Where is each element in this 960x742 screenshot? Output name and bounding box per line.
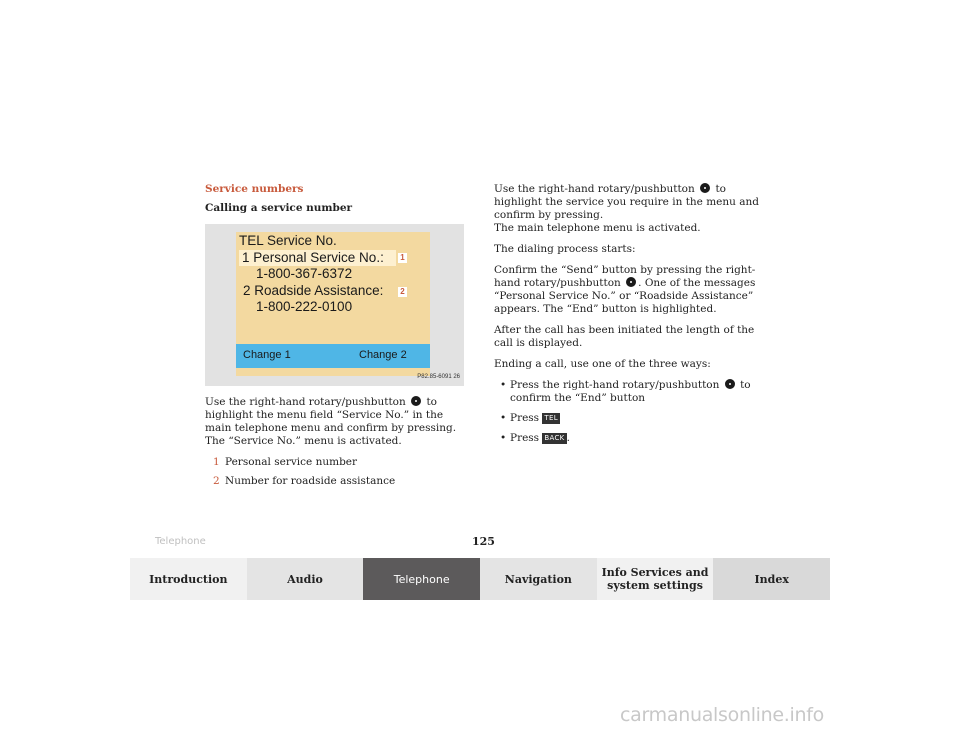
tab-audio[interactable]: Audio	[247, 558, 364, 600]
screen-title: TEL Service No.	[239, 233, 337, 248]
roadside-assistance-number: 1-800-222-0100	[256, 299, 353, 314]
list-item: • Press TEL	[500, 412, 762, 425]
rotary-pushbutton-icon	[725, 379, 735, 389]
ending-call-list	[494, 379, 762, 445]
left-paragraph-1: Use the right-hand rotary/pushbutton to highlight the menu field “Service No.” in the main telephone menu and confirm by pressing. The “Service No.” menu is activated.	[205, 396, 457, 447]
list-item: • Press the right-hand rotary/pushbutton to confirm the “End” button	[500, 379, 762, 405]
section-title: Service numbers	[205, 183, 304, 195]
menu-item-roadside-assistance: 2 Roadside Assistance:	[243, 283, 384, 298]
right-paragraph-2: The dialing process starts:	[494, 243, 636, 255]
menu-item-personal-service: 1 Personal Service No.:	[239, 250, 396, 266]
callout-tag-1: 1	[398, 253, 407, 263]
left-column	[205, 183, 467, 494]
tab-navigation[interactable]: Navigation	[480, 558, 597, 600]
right-column	[494, 183, 762, 452]
rotary-pushbutton-icon	[700, 183, 710, 193]
screen-softkey-bar	[236, 344, 430, 368]
tel-key-icon: TEL	[544, 414, 558, 422]
figure-code: P82.85-6091 26	[417, 374, 460, 380]
callout-legend	[213, 456, 467, 488]
page-number: 125	[472, 535, 495, 548]
change-2-softkey: Change 2	[359, 349, 407, 361]
display-screen	[236, 232, 430, 376]
tab-telephone[interactable]: Telephone	[363, 558, 480, 600]
rotary-pushbutton-icon	[626, 277, 636, 287]
list-item: 1 Personal service number	[213, 456, 358, 468]
rotary-pushbutton-icon	[411, 396, 421, 406]
right-paragraph-5: Ending a call, use one of the three ways:	[494, 358, 711, 370]
list-item: 2 Number for roadside assistance	[213, 475, 396, 487]
right-paragraph-1: Use the right-hand rotary/pushbutton to highlight the service you require in the menu and confirm by pressing. The main telephone menu is activated.	[494, 183, 760, 234]
list-item: • Press BACK .	[500, 432, 762, 445]
watermark: carmanualsonline.info	[620, 704, 824, 726]
back-key-icon: BACK	[544, 434, 565, 442]
tab-index[interactable]: Index	[713, 558, 830, 600]
personal-service-number: 1-800-367-6372	[256, 266, 353, 281]
subheading: Calling a service number	[205, 202, 353, 214]
service-menu-figure	[205, 224, 464, 386]
chapter-tabs	[130, 558, 830, 600]
change-1-softkey: Change 1	[243, 349, 291, 361]
running-head: Telephone	[155, 536, 206, 547]
callout-tag-2: 2	[398, 287, 407, 297]
right-paragraph-3: Confirm the “Send” button by pressing the right-hand rotary/pushbutton . One of the messages “Personal Service No.” or “Roadside Assistance” appears. The “End” button is highlighted.	[494, 264, 756, 315]
right-paragraph-4: After the call has been initiated the length of the call is displayed.	[494, 324, 755, 349]
tab-info-services[interactable]: Info Services and system settings	[597, 558, 714, 600]
tab-introduction[interactable]: Introduction	[130, 558, 247, 600]
